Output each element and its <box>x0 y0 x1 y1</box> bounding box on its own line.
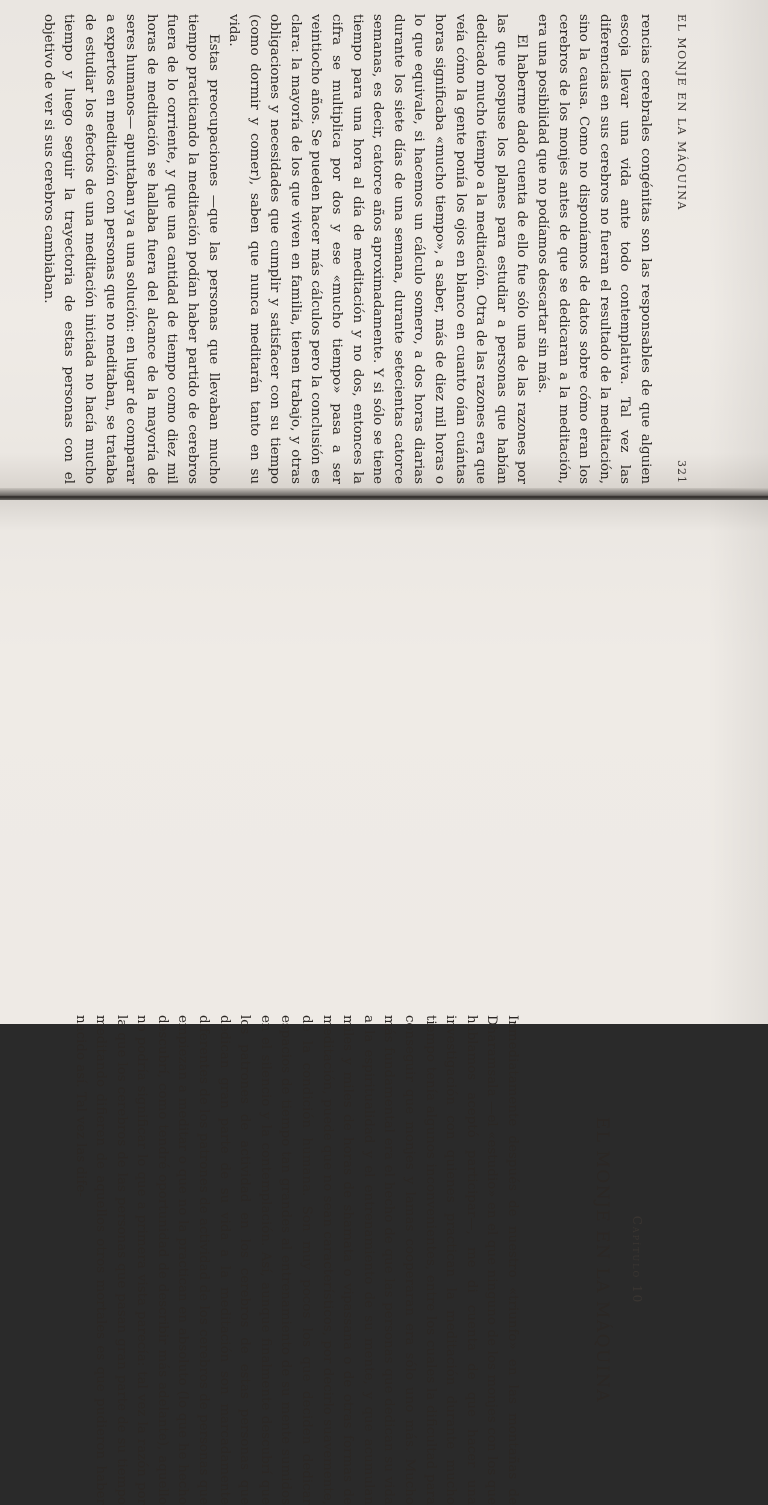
paragraph: Inmediatamente después de nuestro «triunfo» en las montañas de Dharamsala —el «estudio» en el que ninguno de los monjes con los que hablamos aceptó participar—, me di cuenta de que hacer una investigación con quienes practican la meditación durante mucho tiempo tenía algunos inconvenientes, entre los cuales la dificultad para conseguir que monjes y lamas cooperaran era sólo uno más. Mucho más fundamental era el hecho de que las personas que dedican su vida a la espiritualidad y el entrenamiento de su mente, y que acumulan miles y miles de horas de shamata o vipassana o de otras formas de meditación, puede que no sean característicos, por decirlo suavemente, de la condición humana. Son muy pocos los que deciden dedicar espacios de tiempo tan grandes al entrenamiento de su mente sumidos en el silencio y la contemplación. Así, aunque finalmente descubrí que los patrones de actividad en los cerebros de estas personas que dedican gran parte de su vida a la meditación son marcadamente diferentes de los patrones de actividad de los cerebros de personas que empiezan a meditar o que no la practican en absoluto (lo que he hecho descubrí, como tendré oportunidad de describir más adelante), aquello no podría significar lo que a primera vista parecía: tal vez la razón por la que los cerebros de las personas que pasan gran parte de su tiempo meditando difieren de aquellos otros mortales es que pudieron haber nacido así. Tal vez las dife- <box>72 1015 520 1505</box>
running-head-title: EL MONJE EN LA MÁQUINA <box>675 14 688 211</box>
paragraph: Estas preocupaciones —que las personas que llevaban mucho tiempo practicando la meditación podían haber partido de cerebros fuera de lo corriente, y que una cantidad de tiempo como diez mil horas de meditación se hallaba fuera del alcance de la mayoría de seres humanos— apuntaban ya a una solución: en lugar de comparar a expertos en meditación con personas que no meditaban, se trataba de estudiar los efectos de una meditación iniciada no hacía mucho tiempo y luego seguir la trayectoria de estas personas con el objetivo de ver si sus cerebros cambiaban. <box>40 14 221 484</box>
page-number: 321 <box>675 460 688 484</box>
right-page-content <box>37 14 688 484</box>
scan-shadow <box>708 0 768 492</box>
left-page <box>0 500 768 1505</box>
paragraph: El haberme dado cuenta de ello fue sólo una de las razones por las que pospuse los planes para estudiar a personas que habían dedicado mucho tiempo a la meditación. Otra de las razones era que veía cómo la gente ponía los ojos en blanco en cuanto oían cuántas horas significaba «mucho tiempo», a saber, más de diez mil horas o lo que equivale, si hacemos un cálculo somero, a dos horas diarias durante los siete días de una semana, durante setecientas catorce semanas, es decir, catorce años aproximadamente. Y si sólo se tiene tiempo para una hora al día de meditación y no dos, entonces la cifra se multiplica por dos y ese «mucho tiempo» pasa a ser veintiocho años. Se pueden hacer más cálculos pero la conclusión es clara: la mayoría de los que viven en familia, tienen trabajo, y otras obligaciones y necesidades que cumplir y satisfacer con su tiempo (como dormir y comer), saben que nunca meditarán tanto en su vida. <box>226 14 530 484</box>
paragraph: rencias cerebrales congénitas son las responsables de que alguien escoja llevar una vida ante todo contemplativa. Tal vez las diferencias en sus cerebros no fueran el resultado de la meditación, sino la causa. Como no disponíamos de datos sobre cómo eran los cerebros de los monjes antes de que se dedicaran a la meditación, era una posibilidad que no podíamos descartar sin más. <box>535 14 653 484</box>
running-head <box>675 14 688 484</box>
right-page-body <box>37 14 655 484</box>
chapter-title: EL MONJE EN LA MÁQUINA <box>592 1116 612 1404</box>
chapter-number: Capítulo 10 <box>630 1215 644 1305</box>
scan-shadow <box>708 500 768 1024</box>
left-page-body <box>69 1015 522 1505</box>
left-page-content <box>69 1015 716 1505</box>
right-page <box>0 0 768 492</box>
